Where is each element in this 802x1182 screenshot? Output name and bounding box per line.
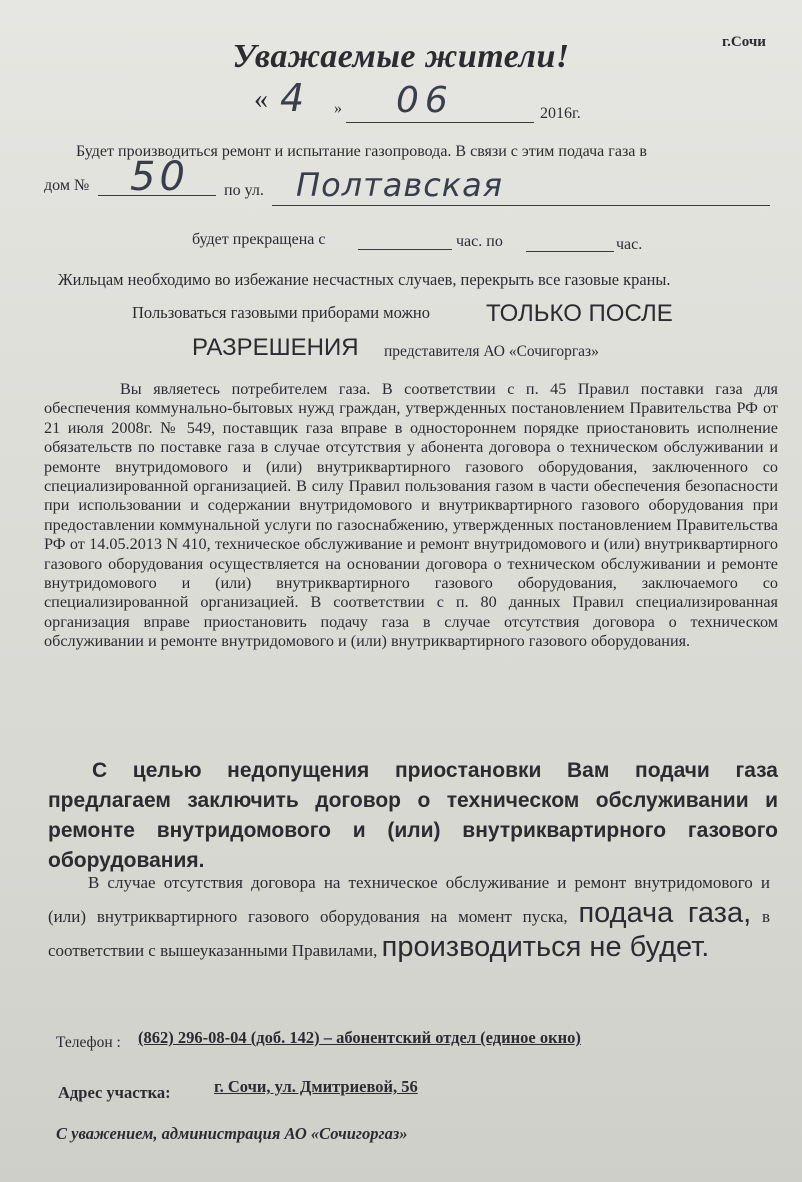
date-close-quote: »	[334, 100, 342, 117]
use-line-b: ТОЛЬКО ПОСЛЕ	[486, 300, 673, 327]
address-label: Адрес участка:	[58, 1083, 171, 1102]
house-number: 50	[130, 154, 189, 200]
warning-paragraph	[48, 868, 770, 966]
repair-notice: Будет производиться ремонт и испытание газопровода. В связи с этим подача газа в	[76, 143, 647, 160]
date-month-line	[346, 122, 534, 123]
city-label: г.Сочи	[722, 34, 766, 50]
use-line-d: представителя АО «Сочигоргаз»	[384, 343, 599, 360]
date-month: 06	[396, 80, 454, 121]
phone-value: (862) 296-08-04 (доб. 142) – абонентский отдел (единое окно)	[138, 1028, 581, 1047]
page-title: Уважаемые жители!	[232, 38, 570, 75]
phone-label: Телефон :	[56, 1034, 121, 1051]
date-year: 2016г.	[540, 105, 581, 122]
use-line-c: РАЗРЕШЕНИЯ	[192, 334, 359, 361]
warning-emphasis-2: производиться не будет.	[381, 931, 710, 963]
residents-warning: Жильцам необходимо во избежание несчастных случаев, перекрыть все газовые краны.	[58, 270, 671, 289]
street-line	[272, 205, 770, 206]
date-open-quote: «	[254, 84, 268, 115]
stop-label: будет прекращена с	[192, 231, 326, 248]
street-label: по ул.	[224, 182, 264, 199]
legal-paragraph: Вы являетесь потребителем газа. В соответствии с п. 45 Правил поставки газа для обеспечения коммунально-бытовых нужд граждан, утвержденных постановлением Правительства РФ от 21 июля 2008г. № 549, поставщик газа вправе в одностороннем порядке приостановить исполнение обязательств по поставке газа в случае отсутствия у абонента договора о техническом обслуживании и ремонте внутридомового и (или) внутриквартирного газового оборудования, заключенного со специализированной организацией. В силу Правил пользования газом в части обеспечения безопасности при использовании и содержании внутридомового и внутриквартирного газового оборудования при предоставлении коммунальной услуги по газоснабжению, утвержденных постановлением Правительства РФ от 14.05.2013 N 410, техническое обслуживание и ремонт внутридомового и (или) внутриквартирного газового оборудования осуществляется на основании договора о техническом обслуживании и ремонте внутридомового и (или) внутриквартирного газового оборудования, заключаемого со специализированной организацией. В соответствии с п. 80 данных Правил специализированная организация вправе приостановить подачу газа в случае отсутствия договора о техническом обслуживании и ремонте внутридомового и (или) внутриквартирного газового оборудования.	[44, 380, 778, 651]
use-line-a: Пользоваться газовыми приборами можно	[132, 303, 430, 322]
stop-from-line	[358, 249, 452, 250]
stop-hour-label-1: час. по	[456, 233, 503, 250]
signature: С уважением, администрация АО «Сочигоргаз»	[56, 1124, 408, 1143]
date-day: 4	[280, 76, 305, 120]
address-value: г. Сочи, ул. Дмитриевой, 56	[214, 1077, 418, 1096]
stop-hour-label-2: час.	[616, 236, 643, 253]
offer-paragraph: С целью недопущения приостановки Вам подачи газа предлагаем заключить договор о техническом обслуживании и ремонте внутридомового и (или) внутриквартирного газового оборудования.	[48, 759, 778, 872]
street-name: Полтавская	[296, 166, 503, 204]
house-label: дом №	[44, 177, 90, 194]
stop-to-line	[526, 251, 614, 252]
warning-emphasis-1: подача газа,	[578, 897, 752, 929]
warning-text-mid: в соответствии с вышеуказанными Правилами,	[48, 907, 771, 960]
warning-text-start: В случае отсутствия договора на техническое обслуживание и ремонт внутридомового и (или) внутриквартирного газового оборудования на момент пуска,	[48, 873, 770, 926]
